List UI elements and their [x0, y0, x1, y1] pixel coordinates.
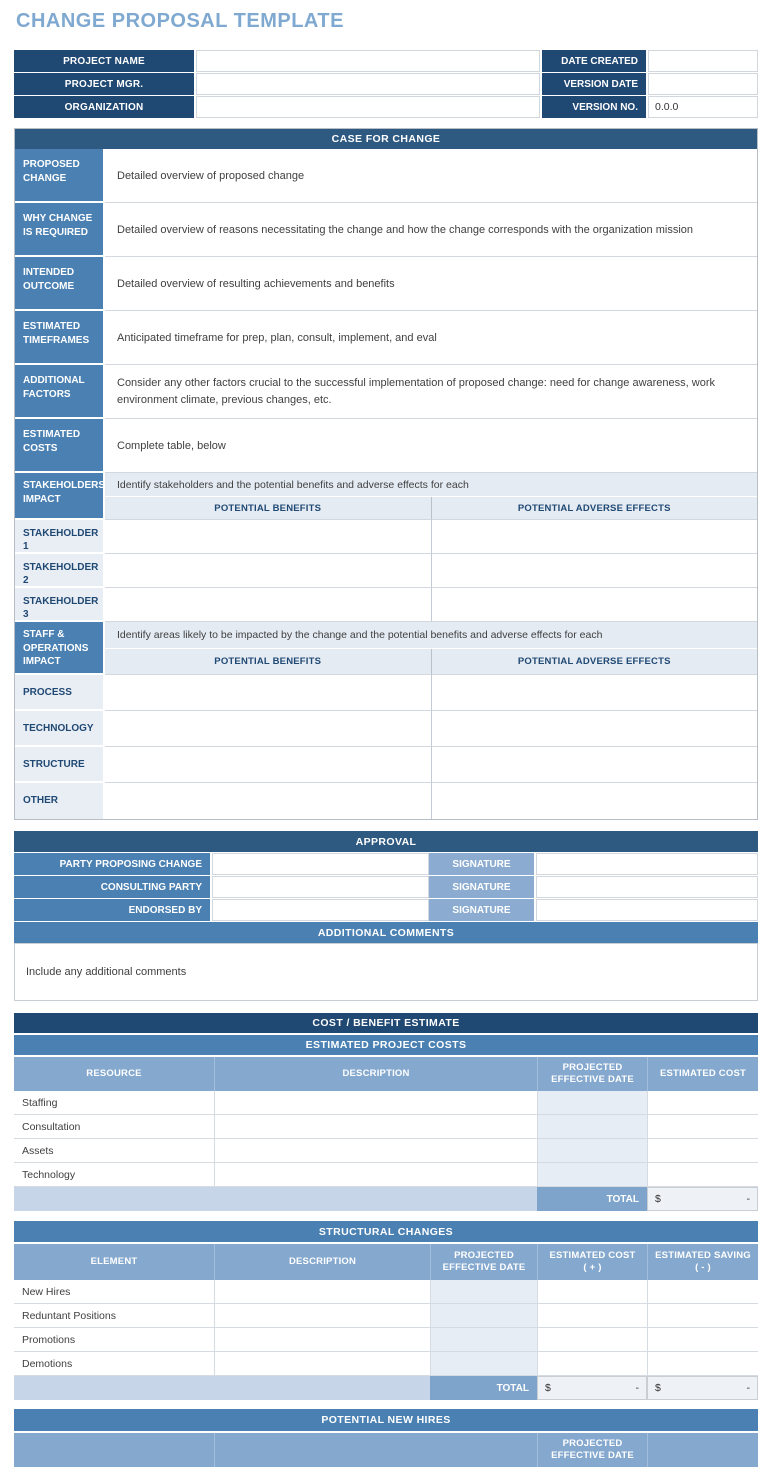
- row-stakeholder-3: [15, 588, 757, 622]
- stakeholders-potential-adverse-header: POTENTIAL ADVERSE EFFECTS: [431, 497, 758, 520]
- row-stakeholder-1: [15, 520, 757, 554]
- redundant-positions-cost-field[interactable]: [537, 1304, 647, 1327]
- consultation-resource-cell: Consultation: [22, 1120, 81, 1133]
- stakeholder-1-benefits-field[interactable]: [105, 520, 431, 554]
- staffing-resource-cell: Staffing: [22, 1096, 58, 1109]
- redundant-positions-date-field[interactable]: [430, 1304, 537, 1327]
- potential-new-hires-title: POTENTIAL NEW HIRES: [14, 1409, 758, 1431]
- staffing-description-field[interactable]: [214, 1091, 537, 1114]
- case-for-change-section: [14, 128, 758, 820]
- new-hires-col4-header: [647, 1433, 758, 1467]
- additional-comments-field[interactable]: Include any additional comments: [14, 943, 758, 1001]
- meta-row-project-mgr: [14, 73, 758, 95]
- staffing-date-field[interactable]: [537, 1091, 647, 1114]
- technology-label: TECHNOLOGY: [15, 711, 105, 747]
- cost-benefit-section: [14, 1013, 758, 1467]
- structural-saving-column-header: [647, 1244, 758, 1280]
- staff-potential-adverse-header: POTENTIAL ADVERSE EFFECTS: [431, 649, 758, 675]
- project-mgr-field[interactable]: [196, 73, 540, 95]
- row-process: [15, 675, 757, 711]
- new-hires-date-field[interactable]: [430, 1280, 537, 1303]
- new-hires-col2-header: [214, 1433, 537, 1467]
- technology-resource-cell: Technology: [22, 1168, 76, 1181]
- assets-date-field[interactable]: [537, 1139, 647, 1162]
- new-hires-projected-date-header: PROJECTED EFFECTIVE DATE: [537, 1433, 647, 1467]
- row-intended-outcome: [15, 257, 757, 311]
- staff-operations-impact-label: STAFF & OPERATIONS IMPACT: [15, 622, 105, 675]
- signature-field-1[interactable]: [536, 853, 758, 875]
- row-demotions: [14, 1352, 758, 1376]
- stakeholder-1-adverse-field[interactable]: [431, 520, 758, 554]
- row-consulting-party: [14, 876, 758, 898]
- signature-label-2: SIGNATURE: [429, 876, 536, 898]
- row-redundant-positions: [14, 1304, 758, 1328]
- currency-symbol: $: [655, 1382, 661, 1394]
- estimated-costs-field[interactable]: Complete table, below: [105, 419, 757, 473]
- promotions-date-field[interactable]: [430, 1328, 537, 1351]
- demotions-date-field[interactable]: [430, 1352, 537, 1375]
- consulting-party-field[interactable]: [212, 876, 429, 898]
- structural-saving-header-sign: ( - ): [695, 1262, 711, 1273]
- proposed-change-label: PROPOSED CHANGE: [15, 149, 105, 203]
- assets-cost-field[interactable]: [647, 1139, 758, 1162]
- stakeholders-potential-benefits-header: POTENTIAL BENEFITS: [105, 497, 431, 520]
- date-created-field[interactable]: [648, 50, 758, 72]
- projected-effective-date-column-header: PROJECTED EFFECTIVE DATE: [537, 1057, 647, 1091]
- total-saving-amount: -: [746, 1382, 750, 1394]
- promotions-element-cell: Promotions: [22, 1333, 76, 1346]
- process-adverse-field[interactable]: [431, 675, 758, 711]
- new-hires-element-cell: New Hires: [22, 1285, 71, 1298]
- row-other: [15, 783, 757, 819]
- stakeholders-impact-description: Identify stakeholders and the potential benefits and adverse effects for each: [105, 473, 757, 497]
- row-technology: [15, 711, 757, 747]
- row-why-change-required: [15, 203, 757, 257]
- endorsed-by-label: ENDORSED BY: [14, 899, 212, 921]
- endorsed-by-field[interactable]: [212, 899, 429, 921]
- case-for-change-title: CASE FOR CHANGE: [15, 128, 757, 149]
- row-new-hires: [14, 1280, 758, 1304]
- row-technology-cost: [14, 1163, 758, 1187]
- version-no-label: VERSION NO.: [540, 96, 648, 118]
- intended-outcome-label: INTENDED OUTCOME: [15, 257, 105, 311]
- estimated-timeframes-label: ESTIMATED TIMEFRAMES: [15, 311, 105, 365]
- row-assets: [14, 1139, 758, 1163]
- other-benefits-field[interactable]: [105, 783, 431, 819]
- resource-column-header: RESOURCE: [86, 1067, 142, 1079]
- demotions-element-cell: Demotions: [22, 1357, 73, 1370]
- why-change-required-field[interactable]: Detailed overview of reasons necessitating the change and how the change corresponds with the organization mission: [105, 203, 757, 257]
- approval-title: APPROVAL: [14, 831, 758, 852]
- version-no-field[interactable]: 0.0.0: [648, 96, 758, 118]
- technology-adverse-field[interactable]: [431, 711, 758, 747]
- technology-cost-field[interactable]: [647, 1163, 758, 1186]
- stakeholder-1-label: STAKEHOLDER 1: [15, 520, 105, 554]
- row-estimated-timeframes: [15, 311, 757, 365]
- other-adverse-field[interactable]: [431, 783, 758, 819]
- stakeholder-3-adverse-field[interactable]: [431, 588, 758, 622]
- structural-total-band: [14, 1376, 430, 1400]
- technology-date-field[interactable]: [537, 1163, 647, 1186]
- consultation-description-field[interactable]: [214, 1115, 537, 1138]
- project-costs-total-label: TOTAL: [537, 1187, 647, 1211]
- date-created-label: DATE CREATED: [540, 50, 648, 72]
- staffing-cost-field[interactable]: [647, 1091, 758, 1114]
- signature-field-3[interactable]: [536, 899, 758, 921]
- party-proposing-change-label: PARTY PROPOSING CHANGE: [14, 853, 212, 875]
- project-name-field[interactable]: [196, 50, 540, 72]
- signature-field-2[interactable]: [536, 876, 758, 898]
- page-title: CHANGE PROPOSAL TEMPLATE: [16, 10, 344, 32]
- structural-total-cost-value: [537, 1376, 647, 1400]
- total-amount: -: [746, 1193, 750, 1205]
- estimated-costs-label: ESTIMATED COSTS: [15, 419, 105, 473]
- redundant-positions-element-cell: Reduntant Positions: [22, 1309, 116, 1322]
- promotions-cost-field[interactable]: [537, 1328, 647, 1351]
- consultation-date-field[interactable]: [537, 1115, 647, 1138]
- structural-cost-header-line1: ESTIMATED COST: [549, 1249, 636, 1261]
- project-costs-column-headers: [14, 1057, 758, 1091]
- process-label: PROCESS: [15, 675, 105, 711]
- new-hires-saving-field[interactable]: [647, 1280, 758, 1303]
- assets-description-field[interactable]: [214, 1139, 537, 1162]
- staff-operations-description: Identify areas likely to be impacted by the change and the potential benefits and adverse effects for each: [105, 622, 757, 649]
- meta-row-project-name: [14, 50, 758, 72]
- row-additional-factors: [15, 365, 757, 419]
- version-date-label: VERSION DATE: [540, 73, 648, 95]
- new-hires-description-field[interactable]: [214, 1280, 430, 1303]
- project-mgr-label: PROJECT MGR.: [14, 73, 196, 95]
- row-endorsed-by: [14, 899, 758, 921]
- demotions-cost-field[interactable]: [537, 1352, 647, 1375]
- redundant-positions-description-field[interactable]: [214, 1304, 430, 1327]
- redundant-positions-saving-field[interactable]: [647, 1304, 758, 1327]
- description-column-header: DESCRIPTION: [214, 1057, 537, 1091]
- structural-cost-header-sign: ( + ): [583, 1262, 602, 1273]
- row-promotions: [14, 1328, 758, 1352]
- row-staffing: [14, 1091, 758, 1115]
- organization-label: ORGANIZATION: [14, 96, 196, 118]
- structural-total-label: TOTAL: [430, 1376, 537, 1400]
- technology-benefits-field[interactable]: [105, 711, 431, 747]
- organization-field[interactable]: [196, 96, 540, 118]
- structural-saving-header-line1: ESTIMATED SAVING: [655, 1249, 751, 1261]
- technology-description-field[interactable]: [214, 1163, 537, 1186]
- project-costs-total-value: [647, 1187, 758, 1211]
- stakeholder-3-label: STAKEHOLDER 3: [15, 588, 105, 622]
- promotions-saving-field[interactable]: [647, 1328, 758, 1351]
- structural-changes-total-row: [14, 1376, 758, 1400]
- demotions-saving-field[interactable]: [647, 1352, 758, 1375]
- stakeholder-2-adverse-field[interactable]: [431, 554, 758, 588]
- structural-date-column-header: PROJECTED EFFECTIVE DATE: [430, 1244, 537, 1280]
- project-costs-total-row: [14, 1187, 758, 1211]
- why-change-required-label: WHY CHANGE IS REQUIRED: [15, 203, 105, 257]
- intended-outcome-field[interactable]: Detailed overview of resulting achievements and benefits: [105, 257, 757, 311]
- staff-operations-impact-header: [15, 622, 757, 675]
- row-consultation: [14, 1115, 758, 1139]
- currency-symbol: $: [655, 1193, 661, 1205]
- staff-potential-benefits-header: POTENTIAL BENEFITS: [105, 649, 431, 675]
- new-hires-col1-header: [14, 1433, 214, 1467]
- stakeholder-3-benefits-field[interactable]: [105, 588, 431, 622]
- signature-label-1: SIGNATURE: [429, 853, 536, 875]
- other-label: OTHER: [15, 783, 105, 819]
- demotions-description-field[interactable]: [214, 1352, 430, 1375]
- row-proposed-change: [15, 149, 757, 203]
- new-hires-cost-field[interactable]: [537, 1280, 647, 1303]
- stakeholder-2-benefits-field[interactable]: [105, 554, 431, 588]
- element-column-header: ELEMENT: [90, 1255, 138, 1267]
- proposed-change-field[interactable]: Detailed overview of proposed change: [105, 149, 757, 203]
- consulting-party-label: CONSULTING PARTY: [14, 876, 212, 898]
- additional-factors-field[interactable]: Consider any other factors crucial to the successful implementation of proposed change: need for change awareness, work environment climate, previous changes, etc.: [105, 365, 757, 419]
- party-proposing-change-field[interactable]: [212, 853, 429, 875]
- total-band: [14, 1187, 537, 1211]
- stakeholders-impact-label: STAKEHOLDERS IMPACT: [15, 473, 105, 520]
- assets-resource-cell: Assets: [22, 1144, 54, 1157]
- row-structure: [15, 747, 757, 783]
- cost-benefit-title: COST / BENEFIT ESTIMATE: [14, 1013, 758, 1033]
- estimated-project-costs-title: ESTIMATED PROJECT COSTS: [14, 1035, 758, 1055]
- row-estimated-costs: [15, 419, 757, 473]
- additional-comments-title: ADDITIONAL COMMENTS: [14, 922, 758, 943]
- version-date-field[interactable]: [648, 73, 758, 95]
- stakeholders-impact-header: [15, 473, 757, 520]
- structural-changes-column-headers: [14, 1244, 758, 1280]
- estimated-cost-column-header: ESTIMATED COST: [647, 1057, 758, 1091]
- structure-benefits-field[interactable]: [105, 747, 431, 783]
- signature-label-3: SIGNATURE: [429, 899, 536, 921]
- structural-cost-column-header: [537, 1244, 647, 1280]
- approval-section: [14, 831, 758, 1001]
- row-party-proposing-change: [14, 853, 758, 875]
- project-meta-table: [14, 50, 758, 118]
- currency-symbol: $: [545, 1382, 551, 1394]
- row-stakeholder-2: [15, 554, 757, 588]
- process-benefits-field[interactable]: [105, 675, 431, 711]
- structure-label: STRUCTURE: [15, 747, 105, 783]
- promotions-description-field[interactable]: [214, 1328, 430, 1351]
- potential-new-hires-column-headers: [14, 1433, 758, 1467]
- consultation-cost-field[interactable]: [647, 1115, 758, 1138]
- structural-total-saving-value: [647, 1376, 758, 1400]
- structure-adverse-field[interactable]: [431, 747, 758, 783]
- additional-factors-label: ADDITIONAL FACTORS: [15, 365, 105, 419]
- estimated-timeframes-field[interactable]: Anticipated timeframe for prep, plan, consult, implement, and eval: [105, 311, 757, 365]
- project-name-label: PROJECT NAME: [14, 50, 196, 72]
- total-cost-amount: -: [635, 1382, 639, 1394]
- structural-description-column-header: DESCRIPTION: [214, 1244, 430, 1280]
- stakeholder-2-label: STAKEHOLDER 2: [15, 554, 105, 588]
- structural-changes-title: STRUCTURAL CHANGES: [14, 1221, 758, 1242]
- meta-row-organization: [14, 96, 758, 118]
